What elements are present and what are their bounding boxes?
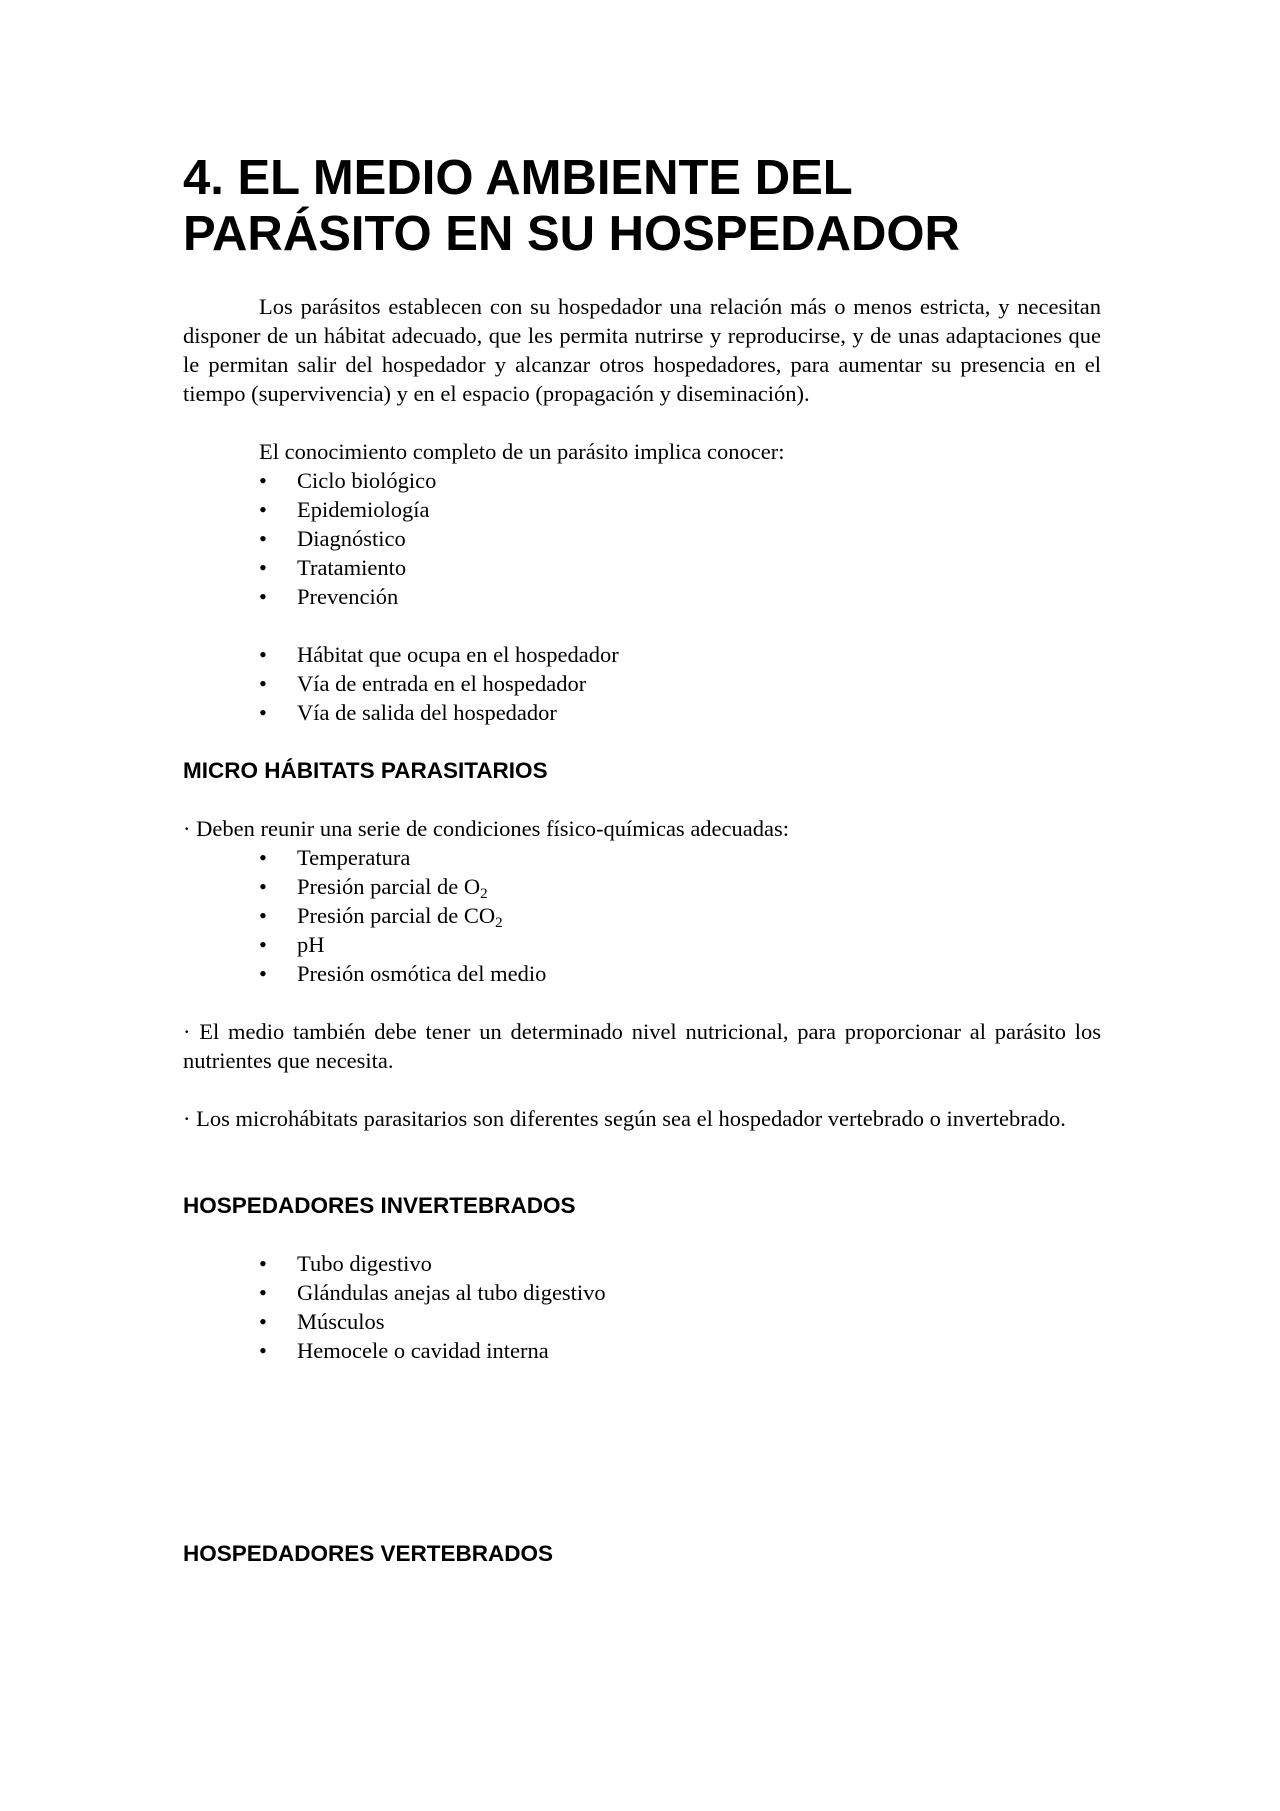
- bullet: •: [259, 1338, 267, 1363]
- knowledge-list: [183, 466, 1101, 611]
- spacer: [183, 1075, 1101, 1104]
- subscript: 2: [495, 915, 503, 931]
- conditions-list: [183, 843, 1101, 988]
- list-item: • Presión parcial de $O_2$: [259, 874, 488, 902]
- spacer: [183, 1365, 1101, 1539]
- list-item: • Presión osmótica del medio: [259, 961, 547, 986]
- conditions-lead: · Deben reunir una serie de condiciones físico-químicas adecuadas:: [183, 816, 790, 841]
- bullet: •: [259, 642, 267, 667]
- page-title-line-1: 4. EL MEDIO AMBIENTE DEL: [183, 151, 853, 205]
- nutrition-paragraph: · El medio también debe tener un determinado nivel nutricional, para proporcionar al parásito los nutrientes que necesita.: [183, 1019, 1101, 1073]
- bullet: •: [259, 526, 267, 551]
- page-title: [183, 150, 1101, 262]
- spacer: [183, 1133, 1101, 1191]
- bullet: •: [259, 903, 267, 928]
- bullet: •: [259, 584, 267, 609]
- intro-paragraph: Los parásitos establecen con su hospedador una relación más o menos estricta, y necesitan disponer de un hábitat adecuado, que les permita nutrirse y reproducirse, y de unas adaptaciones que le permitan salir del hospedador y alcanzar otros hospedadores, para aumentar su presencia en el tiempo (supervivencia) y en el espacio (propagación y diseminación).: [183, 294, 1101, 406]
- bullet: •: [259, 700, 267, 725]
- list-item: • Diagnóstico: [259, 526, 406, 551]
- invertebrates-list: [183, 1249, 1101, 1365]
- bullet: •: [259, 932, 267, 957]
- section-heading-vertebrates: HOSPEDADORES VERTEBRADOS: [183, 1541, 554, 1566]
- bullet: •: [259, 1251, 267, 1276]
- list-item: • Glándulas anejas al tubo digestivo: [259, 1280, 606, 1305]
- bullet: •: [259, 671, 267, 696]
- list-item: • Epidemiología: [259, 497, 430, 522]
- list-item: • Hemocele o cavidad interna: [259, 1338, 549, 1363]
- knowledge-lead: El conocimiento completo de un parásito implica conocer:: [259, 439, 785, 464]
- list-item: • Presión parcial de $CO_2$: [259, 903, 503, 931]
- list-item: • Temperatura: [259, 845, 411, 870]
- section-heading-invertebrates: HOSPEDADORES INVERTEBRADOS: [183, 1193, 576, 1218]
- list-item: • Vía de entrada en el hospedador: [259, 671, 587, 696]
- bullet: •: [259, 555, 267, 580]
- list-item: • Prevención: [259, 584, 399, 609]
- spacer: [183, 1220, 1101, 1249]
- bullet: •: [259, 961, 267, 986]
- spacer: [183, 988, 1101, 1017]
- spacer: [183, 727, 1101, 756]
- list-item: • Músculos: [259, 1309, 385, 1334]
- bullet: •: [259, 874, 267, 899]
- difference-paragraph: · Los microhábitats parasitarios son diferentes según sea el hospedador vertebrado o invertebrado.: [183, 1106, 1066, 1131]
- bullet: •: [259, 1309, 267, 1334]
- bullet: •: [259, 845, 267, 870]
- habitat-list: [183, 640, 1101, 727]
- section-heading-micro-habitats: MICRO HÁBITATS PARASITARIOS: [183, 758, 548, 783]
- page-content: [183, 150, 1101, 1568]
- subscript: 2: [480, 886, 488, 902]
- spacer: [183, 785, 1101, 814]
- list-item: • Tubo digestivo: [259, 1251, 432, 1276]
- bullet: •: [259, 468, 267, 493]
- list-item: • Vía de salida del hospedador: [259, 700, 557, 725]
- list-item: • Ciclo biológico: [259, 468, 437, 493]
- list-item: • Tratamiento: [259, 555, 407, 580]
- list-item: • Hábitat que ocupa en el hospedador: [259, 642, 619, 667]
- page-title-line-2: PARÁSITO EN SU HOSPEDADOR: [183, 207, 960, 261]
- list-item: • pH: [259, 932, 325, 957]
- bullet: •: [259, 497, 267, 522]
- bullet: •: [259, 1280, 267, 1305]
- spacer: [183, 611, 1101, 640]
- spacer: [183, 408, 1101, 437]
